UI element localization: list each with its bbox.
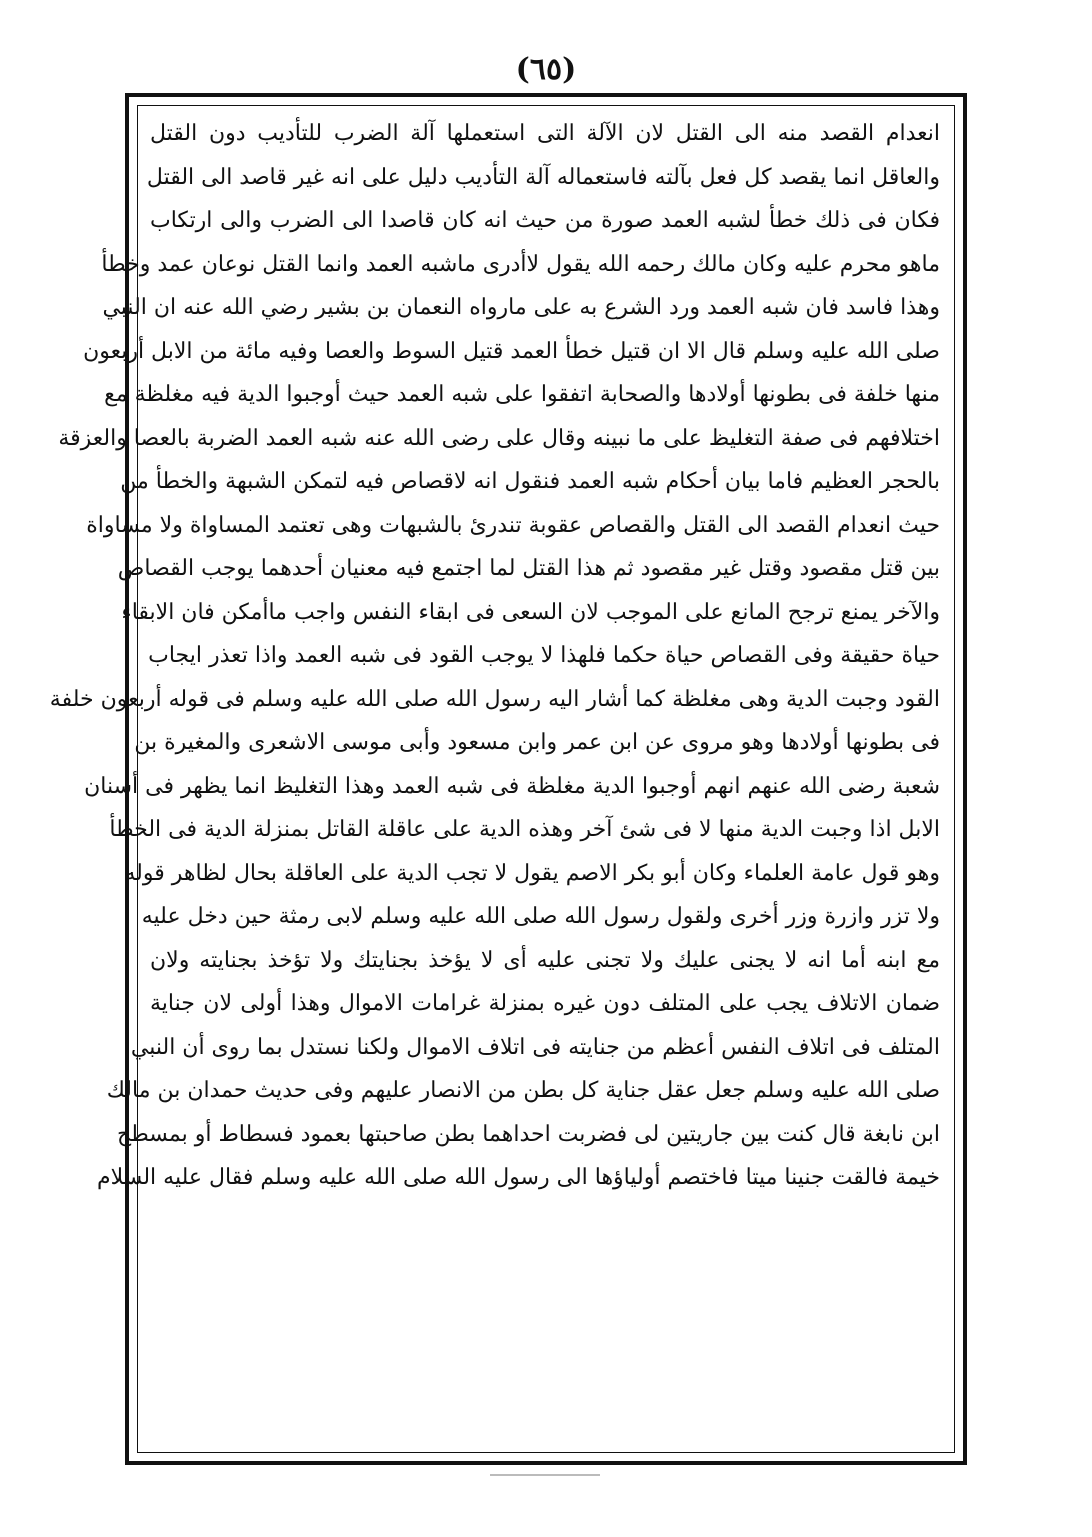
text-line: انعدام القصد منه الى القتل لان الآلة التى استعملها آلة الضرب للتأديب دون القتل — [150, 121, 940, 146]
text-line: بالحجر العظيم فاما بيان أحكام شبه العمد فنقول انه لاقصاص فيه لتمكن الشبهة والخطأ من — [120, 469, 940, 494]
text-line: والآخر يمنع ترجح المانع على الموجب لان السعى فى ابقاء النفس واجب ماأمكن فان الابقاء — [121, 599, 940, 625]
text-line: صلى الله عليه وسلم قال الا ان قتيل خطأ العمد قتيل السوط والعصا وفيه مائة من الابل أربعون — [83, 338, 940, 364]
text-line: خيمة فالقت جنينا ميتا فاختصم أولياؤها الى رسول الله صلى الله عليه وسلم فقال عليه السلام — [96, 1165, 940, 1190]
text-line: حياة حقيقة وفى القصاص حياة حكما فلهذا لا يوجب القود فى شبه العمد واذا تعذر ايجاب — [148, 643, 940, 668]
text-line: فى بطونها أولادها وهو مروى عن ابن عمر وابن مسعود وأبى موسى الاشعرى والمغيرة بن — [134, 730, 940, 755]
text-line: الابل اذا وجبت الدية منها لا فى شئ آخر وهذه الدية على عاقلة القاتل بمنزلة الدية فى الخطأ — [109, 817, 940, 842]
text-line: القود وجبت الدية وهى مغلظة كما أشار اليه رسول الله صلى الله عليه وسلم فى قوله أربعون خلفة — [49, 686, 940, 712]
text-line: شعبة رضى الله عنهم انهم أوجبوا الدية مغلظة فى شبه العمد وهذا التغليظ انما يظهر فى أسنان — [84, 773, 940, 799]
text-line: والعاقل انما يقصد كل فعل بآلته فاستعماله آلة التأديب دليل على انه غير قاصد الى القتل — [146, 164, 940, 190]
text-line: اختلافهم فى صفة التغليظ على ما نبينه وقال على رضى الله عنه شبه العمد الضربة بالعصا والعزقة — [58, 425, 940, 451]
text-line: فكان فى ذلك خطأ لشبه العمد صورة من حيث انه كان قاصدا الى الضرب والى ارتكاب — [150, 208, 940, 233]
text-body — [49, 112, 940, 1450]
text-line: منها خلفة فى بطونها أولادها والصحابة اتفقوا على شبه العمد حيث أوجبوا الدية فيه مغلظة مع — [104, 382, 940, 407]
text-line: ضمان الاتلاف يجب على المتلف دون غيره بمنزلة غرامات الاموال وهذا أولى لان جناية — [150, 991, 940, 1016]
text-line: صلى الله عليه وسلم جعل عقل جناية كل بطن من الانصار عليهم وفى حديث حمدان بن مالك — [106, 1078, 940, 1103]
text-line: وهذا فاسد فان شبه العمد ورد الشرع به على مارواه النعمان بن بشير رضي الله عنه ان النبي — [102, 295, 940, 320]
text-line: وهو قول عامة العلماء وكان أبو بكر الاصم يقول لا تجب الدية على العاقلة بحال لظاهر قوله — [124, 860, 940, 886]
text-line: بين قتل مقصود وقتل غير مقصود ثم هذا القتل لما اجتمع فيه معنيان أحدهما يوجب القصاص — [117, 556, 940, 581]
scan-artifact — [490, 1474, 600, 1476]
page-number: (٦٥) — [515, 52, 577, 87]
text-line: ماهو محرم عليه وكان مالك رحمه الله يقول لاأدرى ماشبه العمد وانما القتل نوعان عمد وخطأ — [101, 251, 940, 277]
text-line: ابن نابغة قال كنت بين جاريتين لى فضربت احداهما بطن صاحبتها بعمود فسطاط أو بمسطح — [117, 1121, 940, 1147]
text-line: ولا تزر وازرة وزر أخرى ولقول رسول الله صلى الله عليه وسلم لابى رمثة حين دخل عليه — [141, 904, 940, 929]
text-line: المتلف فى اتلاف النفس أعظم من جنايته فى اتلاف الاموال ولكنا نستدل بما روى أن النبي — [130, 1034, 940, 1060]
text-line: حيث انعدام القصد الى القتل والقصاص عقوبة تندرئ بالشبهات وهى تعتمد المساواة ولا مساواة — [86, 512, 940, 538]
text-line: مع ابنه أما انه لا يجنى عليك ولا تجنى عليه أى لا يؤخذ بجنايتك ولا تؤخذ بجنايته ولان — [150, 947, 940, 973]
